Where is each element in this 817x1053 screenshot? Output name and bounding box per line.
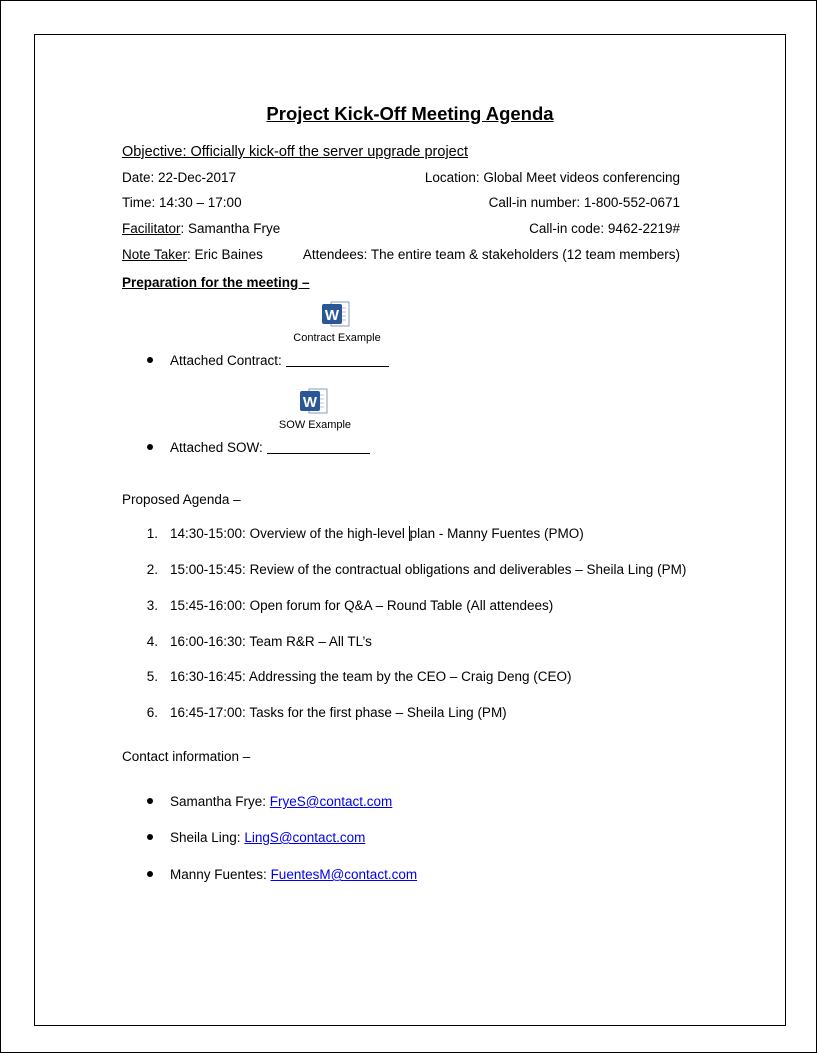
bullet	[147, 871, 153, 877]
contact-item	[170, 830, 365, 846]
contact-email-link[interactable]: LingS@contact.com	[244, 830, 366, 845]
attached-sow-blank[interactable]	[267, 440, 370, 454]
page-title: Project Kick-Off Meeting Agenda	[266, 103, 554, 124]
agenda-item: 16:00-16:30: Team R&R – All TL’s	[170, 634, 372, 649]
facilitator-label: Facilitator	[122, 221, 181, 236]
svg-text:W: W	[324, 307, 340, 324]
agenda-item-number: 6.	[146, 705, 158, 720]
preparation-heading: Preparation for the meeting –	[122, 275, 310, 290]
agenda-item: 16:30-16:45: Addressing the team by the CEO – Craig Deng (CEO)	[170, 669, 572, 684]
agenda-item-text: 14:30-15:00: Overview of the high-level	[170, 526, 409, 541]
bullet	[147, 357, 153, 363]
contact-name: Samantha Frye:	[170, 794, 270, 809]
attached-contract	[170, 353, 389, 369]
callin-number: Call-in number: 1-800-552-0671	[488, 195, 680, 210]
document-page	[34, 34, 786, 1026]
sow-example-caption: SOW Example	[278, 419, 352, 431]
note-taker	[122, 247, 263, 263]
note-taker-value: : Eric Baines	[187, 247, 263, 262]
contract-example-caption: Contract Example	[293, 332, 381, 344]
attached-sow-label: Attached SOW:	[170, 440, 267, 455]
attendees: Attendees: The entire team & stakeholders (12 team members)	[302, 247, 680, 262]
agenda-item-number: 4.	[146, 634, 158, 649]
contacts-heading: Contact information –	[122, 749, 251, 764]
agenda-item: 15:45-16:00: Open forum for Q&A – Round Table (All attendees)	[170, 598, 554, 613]
agenda-item	[170, 526, 584, 542]
contact-email-link[interactable]: FryeS@contact.com	[269, 794, 393, 809]
meeting-location: Location: Global Meet videos conferencing	[424, 170, 680, 185]
agenda-item-number: 3.	[146, 598, 158, 613]
facilitator-value: : Samantha Frye	[180, 221, 281, 236]
attached-contract-blank[interactable]	[286, 353, 389, 367]
note-taker-label: Note Taker	[122, 247, 188, 262]
svg-text:W: W	[302, 394, 318, 411]
agenda-heading: Proposed Agenda –	[122, 492, 241, 507]
contact-item	[170, 794, 392, 810]
attached-contract-label: Attached Contract:	[170, 353, 286, 368]
meeting-date: Date: 22-Dec-2017	[122, 170, 237, 185]
objective-line: Objective: Officially kick-off the server upgrade project	[122, 144, 469, 160]
bullet	[147, 444, 153, 450]
facilitator	[122, 221, 280, 237]
agenda-item-text: plan - Manny Fuentes (PMO)	[409, 526, 584, 541]
bullet	[147, 834, 153, 840]
meeting-time: Time: 14:30 – 17:00	[122, 195, 242, 210]
callin-code: Call-in code: 9462-2219#	[529, 221, 680, 236]
contact-name: Sheila Ling:	[170, 830, 245, 845]
agenda-item: 15:00-15:45: Review of the contractual obligations and deliverables – Sheila Ling (PM)	[170, 562, 687, 577]
word-document-icon[interactable]	[321, 300, 351, 328]
bullet	[147, 798, 153, 804]
agenda-item: 16:45-17:00: Tasks for the first phase – Sheila Ling (PM)	[170, 705, 507, 720]
attached-sow	[170, 440, 370, 456]
word-document-icon[interactable]	[299, 387, 329, 415]
contact-email-link[interactable]: FuentesM@contact.com	[270, 867, 418, 882]
agenda-item-number: 5.	[146, 669, 158, 684]
contact-name: Manny Fuentes:	[170, 867, 271, 882]
agenda-item-number: 1.	[146, 526, 158, 541]
contact-item	[170, 867, 417, 883]
agenda-item-number: 2.	[146, 562, 158, 577]
